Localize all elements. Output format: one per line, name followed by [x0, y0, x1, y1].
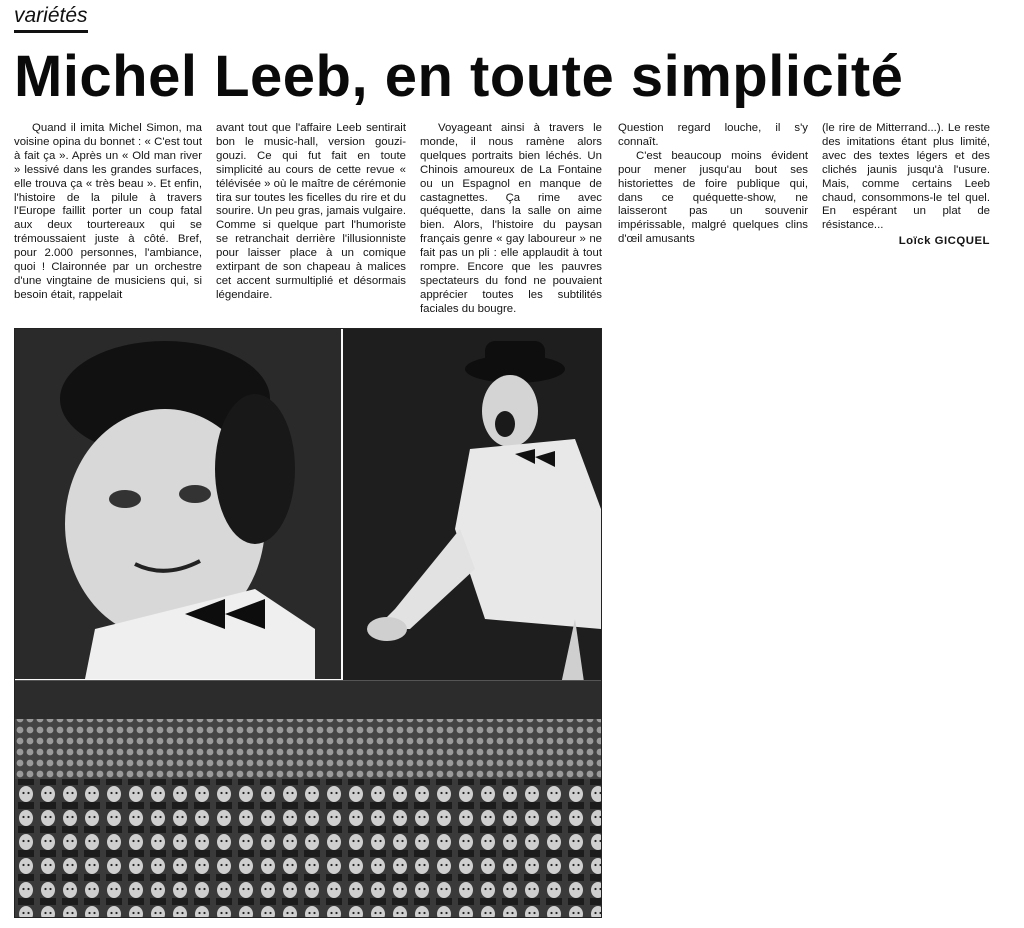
article-headline: Michel Leeb, en toute simplicité [14, 44, 904, 109]
article-column-5 [822, 122, 990, 249]
article-column-2 [216, 122, 406, 303]
crowd-front [15, 779, 601, 917]
column-2-paragraph: avant tout que l'affaire Leeb sentirait bon le music-hall, version gouzi-gouzi. Ce qui fut fait en toute simplicité au cours de cette revue « télévisée » où le maître de cérémonie tira sur toutes les ficelles du rire et du sourire. Un peu gras, jamais vulgaire. Comme si quelque part l'humoriste se retranchait derrière l'illusionniste pour laisser place à un comique extirpant de son chapeau à malices cet accent surmultiplié et désormais légendaire. [216, 122, 406, 301]
author-signature: Loïck GICQUEL [898, 235, 990, 248]
crowd-back [15, 719, 601, 779]
column-4-paragraph-2: C'est beaucoup moins évident pour mener jusqu'au bout ses historiettes de foire publique qui, dans ce quéquette-show, ne laisseront pas un souvenir impérissable, malgré quelques clins d'œil amusants [618, 149, 808, 246]
column-1-paragraph: Quand il imita Michel Simon, ma voisine opina du bonnet : « C'est tout à fait ça ». Après un « Old man river » lessivé dans les grandes surfaces, elle trouva ça « très beau ». Et enfin, l'histoire de la pilule à travers l'Europe faillit porter un coup fatal aux deux tourtereaux qui se trémoussaient juste à côté. Bref, pour 2.000 personnes, l'ambiance, quoi ! Claironnée par un orchestre d'une vingtaine de musiciens qui, si besoin était, rappelait [14, 122, 202, 301]
column-5-paragraph: (le rire de Mitterrand...). Le reste des imitations étant plus limité, avec des textes légers et des clichés jaunis jusqu'à l'usure. Mais, comme certains Leeb chaud, consommons-le tel quel. En espérant un plat de résistance... [822, 122, 990, 232]
section-rubric: variétés [14, 4, 88, 33]
article-column-1 [14, 122, 202, 303]
article-column-4 [618, 122, 808, 247]
column-3-paragraph: Voyageant ainsi à travers le monde, il nous ramène alors quelques portraits bien léchés. Un Chinois amoureux de La Fontaine ou un Espagnol en manque de castagnettes. Ça rime avec quéquette, dans la salle on aime bien. Alors, l'histoire du paysan français genre « gay laboureur » ne fait pas un pli : elle applaudit à tout rompre. Encore que les pauvres spectateurs du fond ne pouvaient apprécier toutes les subtilités faciales du bougre. [420, 122, 602, 315]
concert-photo-illustration [15, 329, 601, 917]
article-column-3 [420, 122, 602, 317]
concert-photo [14, 328, 602, 918]
column-4-paragraph-1: Question regard louche, il s'y connaît. [618, 122, 808, 148]
